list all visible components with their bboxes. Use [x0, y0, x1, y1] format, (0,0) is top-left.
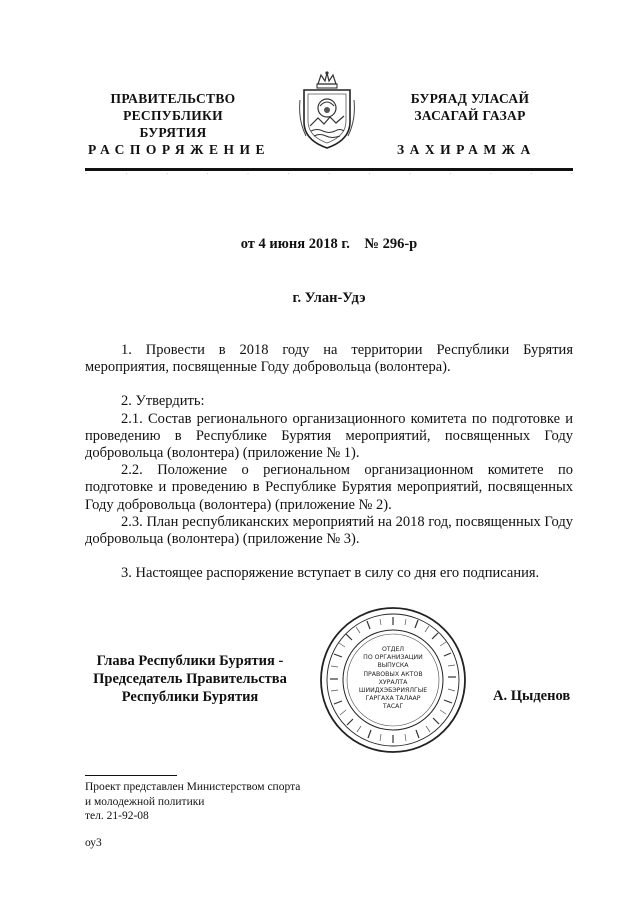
stamp-line: ВЫПУСКА: [377, 662, 409, 670]
footer-note: [85, 780, 300, 850]
signatory-title-line1: Глава Республики Бурятия -: [96, 653, 284, 669]
stamp-line: ТАСАГ: [382, 703, 404, 711]
header-right-line2: ЗАСАГАЙ ГАЗАР: [414, 108, 526, 123]
official-stamp: [318, 605, 468, 755]
footer-line3: тел. 21-92-08: [85, 810, 149, 822]
header-dotted-line: · · · · · · · · · · · · ·: [85, 170, 573, 178]
document-date-number: от 4 июня 2018 г. № 296-р: [240, 236, 418, 252]
document-city: г. Улан-Удэ: [292, 290, 366, 306]
header-right-line1: БУРЯАД УЛАСАЙ: [410, 91, 530, 106]
document-body: [85, 342, 573, 582]
signatory-name: А. Цыденов: [493, 688, 571, 704]
paragraph-item1: 1. Провести в 2018 году на территории Республики Бурятия мероприятия, посвященные Году добровольца (волонтера).: [85, 342, 573, 376]
footer-line2: и молодежной политики: [85, 795, 205, 808]
coat-of-arms-icon: [296, 70, 358, 152]
footer-line1: Проект представлен Министерством спорта: [85, 781, 301, 793]
stamp-line: ШИИДХЭБЭРИЯЛГЫЕ: [358, 687, 428, 695]
signatory-title: [85, 652, 295, 706]
paragraph-item2-1: 2.1. Состав регионального организационного комитета по подготовке и проведению в Республике Бурятия мероприятий, посвященных Году добровольца (волонтера) (приложение № 1).: [85, 410, 573, 462]
header-right-title: [385, 90, 555, 124]
stamp-line: ОТДЕЛ: [381, 646, 405, 653]
signatory-title-line2: Председатель Правительства: [93, 671, 287, 687]
paragraph-item2: 2. Утвердить:: [121, 393, 205, 410]
footer-code: оу3: [85, 836, 102, 849]
stamp-line: ПРАВОВЫХ АКТОВ: [363, 670, 423, 678]
paragraph-item2-3: 2.3. План республиканских мероприятий на 2018 год, посвященных Году добровольца (волонтера) (приложение № 3).: [85, 513, 573, 548]
stamp-line: ХУРАЛТА: [378, 678, 408, 686]
paragraph-item2-2: 2.2. Положение о региональном организационном комитете по подготовке и проведению в Республике Бурятия мероприятий, посвященных Году добровольца (волонтера) (приложение № 2).: [85, 462, 573, 513]
paragraph-item3: 3. Настоящее распоряжение вступает в силу со дня его подписания.: [121, 565, 540, 582]
header-right-doc-type: ЗАХИРАМЖА: [397, 142, 536, 157]
header-left-line2: РЕСПУБЛИКИ БУРЯТИЯ: [123, 108, 223, 140]
header-left-doc-type: РАСПОРЯЖЕНИЕ: [88, 142, 271, 157]
stamp-line: ГАРГАХА ТАЛААР: [365, 695, 421, 703]
footer-divider: [85, 775, 177, 776]
header-left-title: [88, 90, 258, 141]
stamp-center-text: [343, 646, 443, 712]
stamp-line: ПО ОРГАНИЗАЦИИ: [363, 654, 423, 662]
header-left-line1: ПРАВИТЕЛЬСТВО: [110, 91, 236, 106]
signatory-title-line3: Республики Бурятия: [121, 689, 259, 705]
